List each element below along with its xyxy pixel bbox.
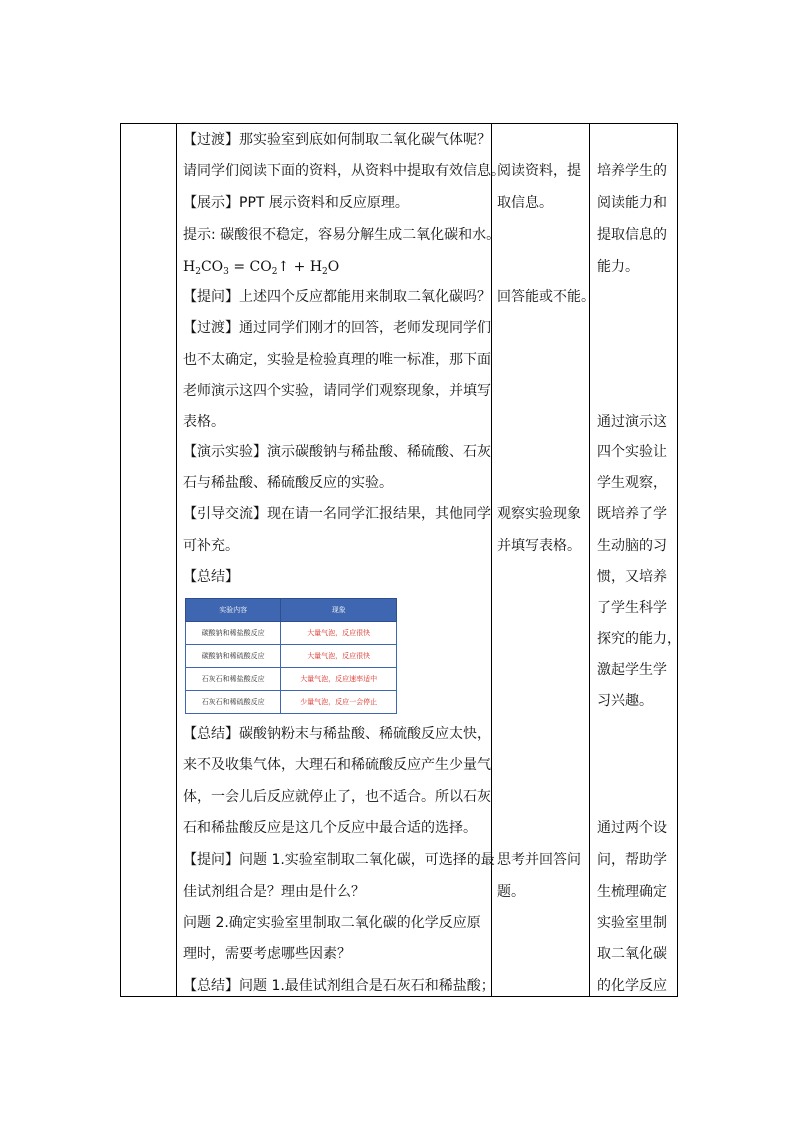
column-divider-1 xyxy=(176,124,177,996)
purpose-note: 生梳理确定 xyxy=(597,884,667,900)
teacher-line: 石与稀盐酸、稀硫酸反应的实验。 xyxy=(183,475,393,491)
teacher-line: 也不太确定，实验是检验真理的唯一标准，那下面 xyxy=(183,352,491,368)
teacher-line: 【总结】碳酸钠粉末与稀盐酸、稀硫酸反应太快， xyxy=(183,726,491,742)
purpose-note: 阅读能力和 xyxy=(597,195,667,211)
lesson-plan-table xyxy=(120,123,681,997)
table-row: 碳酸钠和稀硫酸反应 大量气泡，反应很快 xyxy=(186,645,397,668)
purpose-note: 四个实验让 xyxy=(597,444,667,460)
purpose-note: 探究的能力， xyxy=(597,631,681,647)
header-experiment: 实验内容 xyxy=(186,599,281,622)
teacher-line: 体，一会儿后反应就停止了，也不适合。所以石灰 xyxy=(183,789,491,805)
student-note: 观察实验现象 xyxy=(497,506,581,522)
table-row: 石灰石和稀硫酸反应 少量气泡，反应一会停止 xyxy=(186,691,397,714)
teacher-line: 请同学们阅读下面的资料，从资料中提取有效信息。 xyxy=(183,163,505,179)
teacher-line: 老师演示这四个实验，请同学们观察现象，并填写 xyxy=(183,383,491,399)
teacher-line: 来不及收集气体，大理石和稀硫酸反应产生少量气 xyxy=(183,757,491,773)
teacher-line: 【演示实验】演示碳酸钠与稀盐酸、稀硫酸、石灰 xyxy=(183,444,491,460)
header-phenomenon: 现象 xyxy=(281,599,397,622)
teacher-line: 【过渡】通过同学们刚才的回答，老师发现同学们 xyxy=(183,320,491,336)
purpose-note: 实验室里制 xyxy=(597,915,667,931)
teacher-line: 佳试剂组合是？理由是什么？ xyxy=(183,884,365,900)
teacher-line: 可补充。 xyxy=(183,538,239,554)
teacher-line: 【提问】问题 1.实验室制取二氧化碳，可选择的最 xyxy=(183,852,495,868)
student-note: 取信息。 xyxy=(497,195,553,211)
purpose-note: 惯，又培养 xyxy=(597,569,667,585)
teacher-line: 提示: 碳酸很不稳定，容易分解生成二氧化碳和水。 xyxy=(183,227,501,243)
experiment-result-table xyxy=(185,598,397,714)
purpose-note: 能力。 xyxy=(597,259,639,275)
student-note: 回答能或不能。 xyxy=(497,289,595,305)
purpose-note: 激起学生学 xyxy=(597,662,667,678)
purpose-note: 习兴趣。 xyxy=(597,693,653,709)
purpose-note: 通过两个设 xyxy=(597,820,667,836)
purpose-note: 学生观察， xyxy=(597,475,667,491)
purpose-note: 培养学生的 xyxy=(597,163,667,179)
table-row: 石灰石和稀盐酸反应 大量气泡，反应速率适中 xyxy=(186,668,397,691)
purpose-note: 通过演示这 xyxy=(597,414,667,430)
carbonic-acid-equation: $H_2CO_3$ = $CO_2↑ + H_2O$ xyxy=(183,259,340,277)
teacher-line: 【提问】上述四个反应都能用来制取二氧化碳吗？ xyxy=(183,289,491,305)
teacher-line: 【引导交流】现在请一名同学汇报结果，其他同学 xyxy=(183,506,491,522)
student-note: 题。 xyxy=(497,884,525,900)
purpose-note: 提取信息的 xyxy=(597,227,667,243)
student-note: 并填写表格。 xyxy=(497,538,581,554)
purpose-note: 生动脑的习 xyxy=(597,538,667,554)
student-note: 思考并回答问 xyxy=(497,852,581,868)
teacher-line: 理时，需要考虑哪些因素？ xyxy=(183,946,351,962)
purpose-note: 的化学反应 xyxy=(597,978,667,994)
teacher-line: 【总结】问题 1.最佳试剂组合是石灰石和稀盐酸； xyxy=(183,978,495,994)
purpose-note: 问，帮助学 xyxy=(597,852,667,868)
purpose-note: 取二氧化碳 xyxy=(597,946,667,962)
teacher-line: 【过渡】那实验室到底如何制取二氧化碳气体呢？ xyxy=(183,132,491,148)
table-row: 碳酸钠和稀盐酸反应 大量气泡，反应很快 xyxy=(186,622,397,645)
teacher-line: 【总结】 xyxy=(183,569,239,585)
purpose-note: 既培养了学 xyxy=(597,506,667,522)
teacher-line: 问题 2.确定实验室里制取二氧化碳的化学反应原 xyxy=(183,915,481,931)
teacher-line: 表格。 xyxy=(183,414,225,430)
column-divider-3 xyxy=(589,124,590,996)
purpose-note: 了学生科学 xyxy=(597,600,667,616)
student-note: 阅读资料，提 xyxy=(497,163,581,179)
teacher-line: 【展示】PPT 展示资料和反应原理。 xyxy=(183,195,409,211)
teacher-line: 石和稀盐酸反应是这几个反应中最合适的选择。 xyxy=(183,820,477,836)
